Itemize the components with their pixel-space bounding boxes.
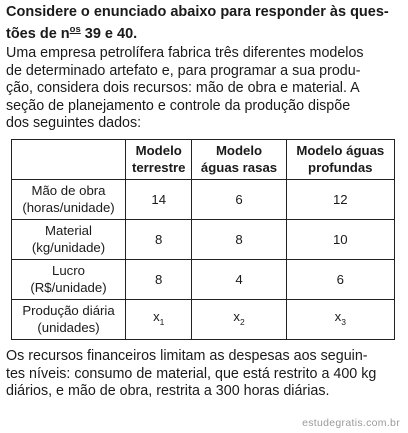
table-cell: 14	[126, 179, 192, 219]
closing-line: diários, e mão de obra, restrita a 300 horas diárias.	[6, 383, 330, 400]
table-cell: 8	[126, 219, 192, 259]
table-row-material	[12, 219, 395, 259]
heading-line-2-suffix: 39 e 40.	[80, 26, 138, 42]
table-cell: 8	[192, 219, 286, 259]
header-modelo-aguas-rasas: Modelo águas rasas	[192, 139, 286, 179]
table-cell: 8	[126, 259, 192, 299]
table-cell: 4	[192, 259, 286, 299]
table-header-row	[12, 139, 395, 179]
table-corner-cell	[12, 139, 126, 179]
header-modelo-terrestre: Modelo terrestre	[126, 139, 192, 179]
heading-line-1: Considere o enunciado abaixo para responder às ques-	[6, 4, 389, 20]
table-cell: 12	[286, 179, 394, 219]
closing-line: Os recursos financeiros limitam as despesas aos seguin-	[6, 347, 368, 364]
row-label: Produção diária (unidades)	[12, 299, 126, 339]
intro-paragraph	[6, 45, 402, 133]
variable-x3: $x_3$	[286, 299, 394, 339]
table-row-producao-diaria	[12, 299, 395, 339]
closing-line: tes níveis: consumo de material, que está restrito a 400 kg	[6, 365, 377, 382]
table-row-lucro	[12, 259, 395, 299]
row-label: Lucro (R$/unidade)	[12, 259, 126, 299]
heading-ordinal-sup: os	[69, 24, 81, 35]
table-cell: 10	[286, 219, 394, 259]
heading-line-2-prefix: tões de n	[6, 26, 70, 42]
intro-line: dos seguintes dados:	[6, 115, 142, 132]
header-modelo-aguas-profundas: Modelo águas profundas	[286, 139, 394, 179]
variable-x2: $x_2$	[192, 299, 286, 339]
table-row-mao-de-obra	[12, 179, 395, 219]
row-label: Mão de obra (horas/unidade)	[12, 179, 126, 219]
table-cell: 6	[286, 259, 394, 299]
variable-x1: $x_1$	[126, 299, 192, 339]
intro-line: seção de planejamento e controle da produção dispõe	[6, 97, 351, 114]
closing-paragraph	[6, 348, 402, 401]
question-document	[6, 3, 402, 401]
intro-line: ção, considera dois recursos: mão de obra e material. A	[6, 80, 360, 97]
intro-line: Uma empresa petrolífera fabrica três diferentes modelos	[6, 45, 364, 61]
production-data-table	[11, 139, 395, 340]
intro-line: de determinado artefato e, para programar a sua produ-	[6, 62, 361, 79]
question-heading	[6, 3, 402, 43]
table-cell: 6	[192, 179, 286, 219]
site-watermark: estudegratis.com.br	[302, 417, 400, 429]
row-label: Material (kg/unidade)	[12, 219, 126, 259]
